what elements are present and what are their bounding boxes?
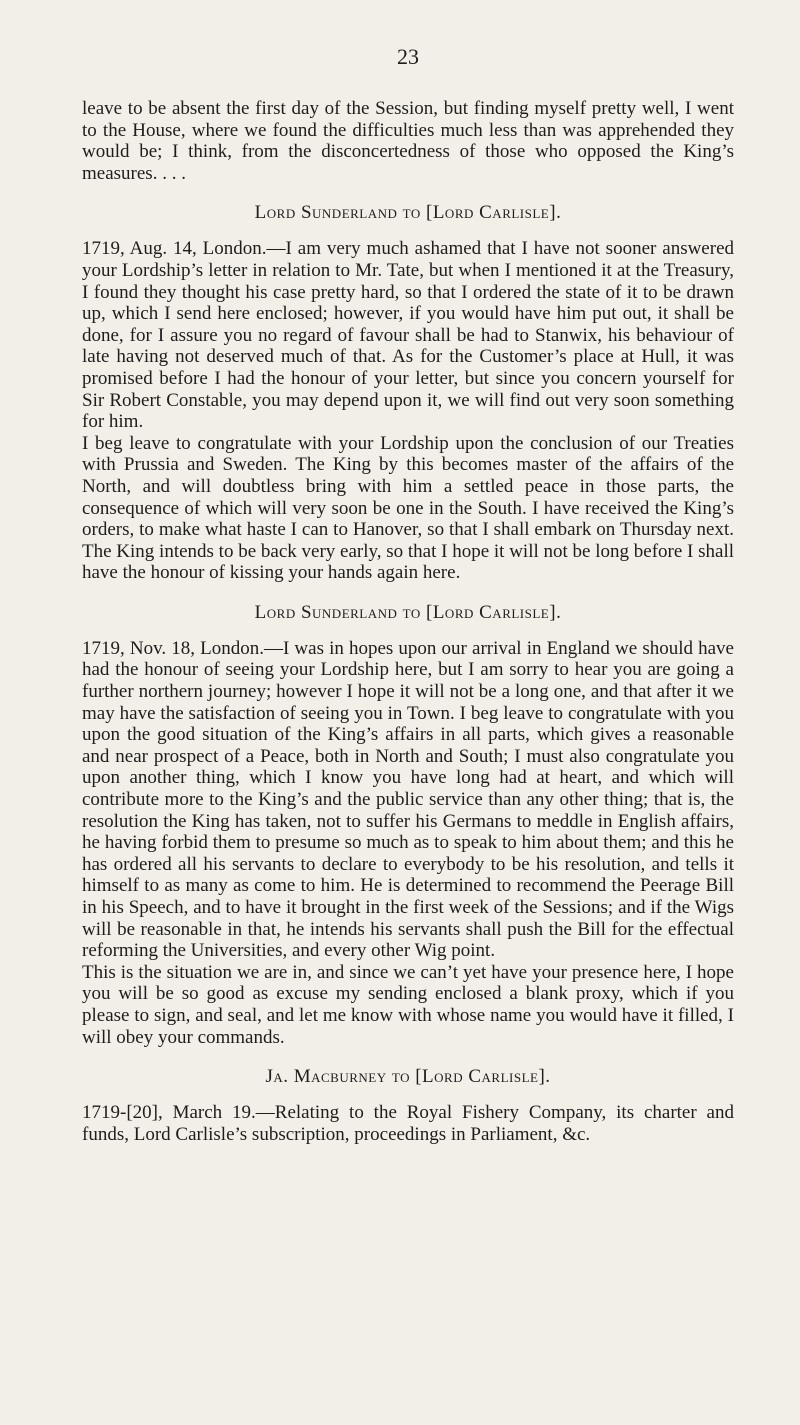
paragraph-congratulate-treaties: I beg leave to congratulate with your Lordship upon the conclusion of our Treaties with Prussia and Sweden. The King by this becomes master of the affairs of the North, and will doubtless bring with him a settled peace in those parts, the consequence of which will very soon be one in the South. I have received the King’s orders, to make what haste I can to Hanover, so that I shall embark on Thursday next. The King intends to be back very early, so that I hope it will not be long before I shall have the honour of kissing your hands again here.	[82, 432, 734, 584]
paragraph-situation: This is the situation we are in, and since we can’t yet have your presence here, I hope you will be so good as excuse my sending enclosed a blank proxy, which if you please to sign, and seal, and let me know with whose name you would have it filled, I will obey your commands.	[82, 961, 734, 1048]
paragraph-nov-18-letter: 1719, Nov. 18, London.—I was in hopes upon our arrival in England we should have had the honour of seeing your Lordship here, but I am sorry to hear you are going a further northern journey; however I hope it will not be a long one, and that after it we may have the satisfaction of seeing you in Town. I beg leave to congratulate with you upon the good situation of the King’s affairs in all parts, which gives a reasonable and near prospect of a Peace, both in North and South; I must also congratulate you upon another thing, which I know you have long had at heart, and which will contribute more to the King’s and the public service than any other thing; that is, the resolution the King has taken, not to suffer his Germans to meddle in English affairs, he having forbid them to presume so much as to speak to him about them; and this he has ordered all his servants to declare to everybody to be his resolution, and tells it himself to as many as come to him. He is determined to recommend the Peerage Bill in his Speech, and to have it brought in the first week of the Sessions; and if the Wigs will be reasonable in that, he intends his servants shall push the Bill for the effectual reforming the Universities, and every other Wig point.	[82, 637, 734, 962]
page-number: 23	[397, 44, 419, 69]
letter-heading-sunderland-2: Lord Sunderland to [Lord Carlisle].	[254, 601, 562, 623]
paragraph-continuation: leave to be absent the first day of the Session, but finding myself pretty well, I went to the House, where we found the difficulties much less than was apprehended they would be; I think, from the disconcertedness of those who opposed the King’s measures. . . .	[82, 98, 734, 184]
letter-heading-macburney: Ja. Macburney to [Lord Carlisle].	[265, 1066, 551, 1088]
letter-heading-sunderland-1: Lord Sunderland to [Lord Carlisle].	[254, 202, 562, 224]
paragraph-royal-fishery: 1719-[20], March 19.—Relating to the Royal Fishery Company, its charter and funds, Lord Carlisle’s subscription, proceedings in Parliament, &c.	[82, 1102, 734, 1145]
paragraph-aug-14-letter: 1719, Aug. 14, London.—I am very much ashamed that I have not sooner answered your Lordship’s letter in relation to Mr. Tate, but when I mentioned it at the Treasury, I found they thought his case pretty hard, so that I ordered the state of it to be drawn up, which I send here enclosed; however, if you would have him put out, it shall be done, for I assure you no regard of favour shall be had to Stanwix, his behaviour of late having not deserved much of that. As for the Customer’s place at Hull, it was promised before I had the honour of your letter, but since you concern yourself for Sir Robert Constable, you may depend upon it, we will find out very soon something for him.	[82, 238, 734, 433]
